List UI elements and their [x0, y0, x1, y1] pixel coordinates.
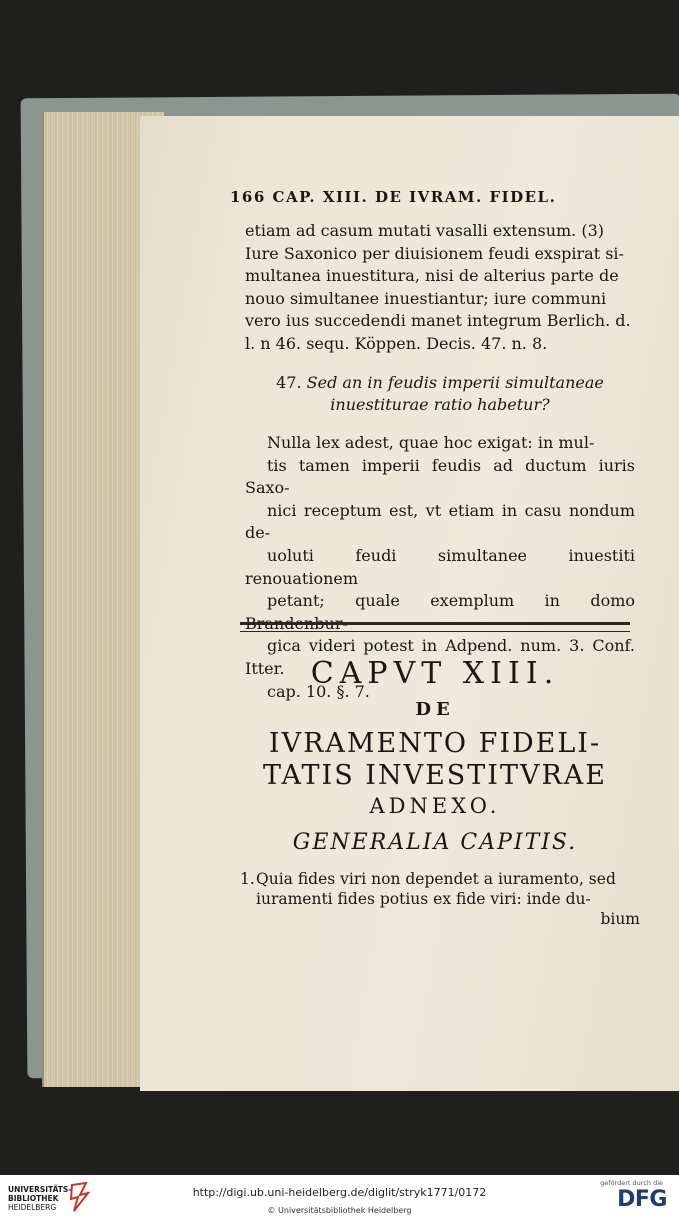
question-47: [245, 372, 635, 416]
text-line: cap. 10. §. 7.: [267, 681, 370, 701]
logo-text: BIBLIOTHEK: [8, 1194, 59, 1203]
item-number: 1.: [240, 870, 255, 888]
funding-note: gefördert durch die: [600, 1179, 663, 1187]
chapter-heading: CAPVT XIII.: [310, 656, 560, 691]
chapter-title-adnexo: ADNEXO.: [369, 794, 501, 818]
text-line: tis tamen imperii feudis ad ductum iuris Saxo-: [245, 455, 635, 498]
text-line: uoluti feudi simultanee inuestiti renouationem: [245, 545, 635, 588]
chapter-title-line: TATIS INVESTITVRAE: [262, 760, 608, 791]
permalink-url[interactable]: http://digi.ub.uni-heidelberg.de/diglit/stryk1771/0172: [192, 1186, 487, 1199]
text-line: gica videri potest in Adpend. num. 3. Conf. Itter.: [245, 636, 635, 678]
numbered-item-1: [240, 869, 640, 929]
paragraph-46-continued: [245, 220, 635, 356]
catchword: bium: [600, 910, 640, 928]
logo-text: HEIDELBERG: [8, 1203, 57, 1212]
question-line: inuestiturae ratio habetur?: [330, 395, 550, 414]
text-line: l. n 46. sequ. Köppen. Decis. 47. n. 8.: [245, 333, 548, 353]
question-line: Sed an in feudis imperii simultaneae: [306, 373, 604, 392]
logo-text: UNIVERSITÄTS-: [8, 1185, 72, 1194]
chapter-title-line: IVRAMENTO FIDELI-: [268, 728, 602, 759]
text-line: Nulla lex adest, quae hoc exigat: in mul-: [267, 433, 595, 452]
question-number: 47.: [276, 373, 302, 392]
item-line: iuramenti fides potius ex fide viri: inde du-: [256, 890, 591, 908]
text-line: etiam ad casum mutati vasalli extensum. (3): [245, 221, 605, 240]
running-header: 166 CAP. XIII. DE IVRAM. FIDEL.: [230, 188, 557, 206]
text-line: Iure Saxonico per diuisionem feudi exspirat si-: [245, 243, 624, 263]
book-page: [140, 116, 679, 1091]
text-line: nouo simultanee inuestiantur; iure communi: [245, 288, 607, 308]
section-heading-generalia: GENERALIA CAPITIS.: [292, 830, 578, 855]
text-line: multanea inuestitura, nisi de alterius parte de: [245, 266, 619, 286]
item-line: Quia fides viri non dependet a iuramento, sed: [256, 870, 616, 888]
dfg-logo: DFG: [617, 1187, 667, 1212]
section-divider: [240, 622, 630, 632]
text-line: petant; quale exemplum in domo Brandenbur-: [245, 591, 635, 633]
chapter-title: [235, 728, 635, 792]
viewer-footer: [0, 1175, 679, 1223]
chapter-de: DE: [415, 699, 455, 720]
text-line: nici receptum est, vt etiam in casu nondum de-: [245, 500, 635, 543]
text-line: vero ius succedendi manet integrum Berlich. d.: [245, 311, 631, 331]
copyright-notice: © Universitätsbibliothek Heidelberg: [267, 1206, 412, 1215]
